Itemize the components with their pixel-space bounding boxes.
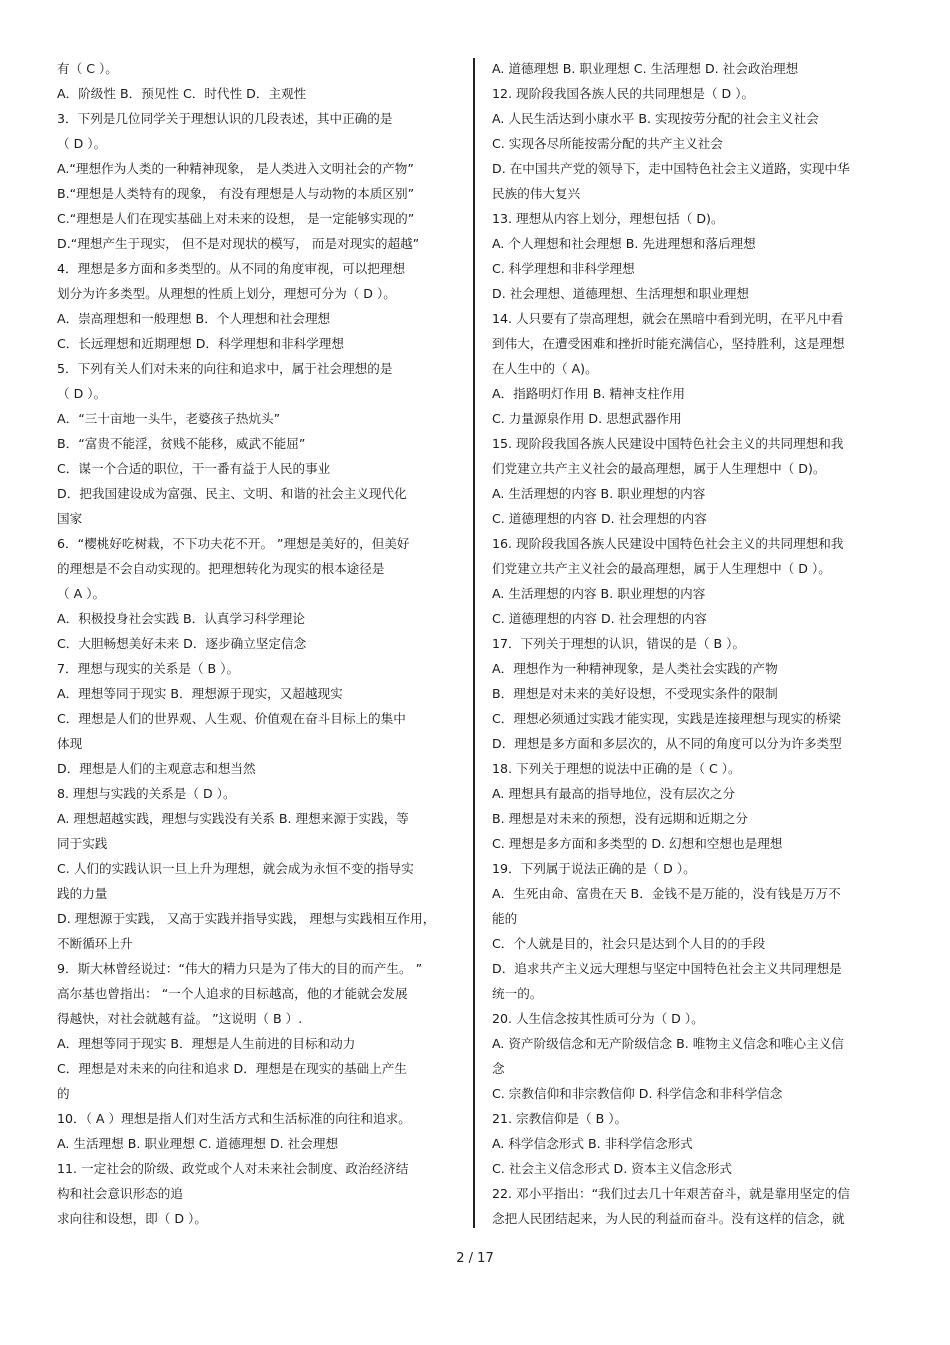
text-line: 20. 人生信念按其性质可分为（ D ）。 <box>492 1011 704 1026</box>
text-line: 在人生中的（ A)。 <box>492 361 598 376</box>
text-line: C. 道德理想的内容 D. 社会理想的内容 <box>492 611 707 626</box>
text-line: C.“理想是人们在现实基础上对未来的设想， 是一定能够实现的” <box>57 211 415 226</box>
text-line: 4．理想是多方面和多类型的。从不同的角度审视，可以把理想 <box>57 261 406 276</box>
text-line: 们党建立共产主义社会的最高理想，属于人生理想中（ D ）。 <box>492 561 831 576</box>
text-line: 13. 理想从内容上划分，理想包括（ D)。 <box>492 211 724 226</box>
text-line: C．理想必须通过实践才能实现，实践是连接理想与现实的桥梁 <box>492 711 841 726</box>
page-number: 2 / 17 <box>456 1251 494 1266</box>
text-line: A. 生活理想 B. 职业理想 C. 道德理想 D. 社会理想 <box>57 1136 339 1151</box>
text-line: 不断循环上升 <box>57 936 133 951</box>
text-line: 10．（ A ）理想是指人们对生活方式和生活标准的向往和追求。 <box>57 1111 411 1126</box>
text-line: 念把人民团结起来，为人民的利益而奋斗。没有这样的信念，就 <box>492 1211 845 1226</box>
text-line: D．追求共产主义远大理想与坚定中国特色社会主义共同理想是 <box>492 961 842 976</box>
column-divider <box>473 58 475 1228</box>
text-line: C．理想是人们的世界观、人生观、价值观在奋斗目标上的集中 <box>57 711 406 726</box>
text-line: C. 理想是多方面和多类型的 D. 幻想和空想也是理想 <box>492 836 783 851</box>
text-line: C. 力量源泉作用 D. 思想武器作用 <box>492 411 682 426</box>
text-line: 能的 <box>492 911 518 926</box>
text-line: 18. 下列关于理想的说法中正确的是（ C ）。 <box>492 761 741 776</box>
text-line: D. 理想源于实践， 又高于实践并指导实践， 理想与实践相互作用， <box>57 911 436 926</box>
text-line: A. 资产阶级信念和无产阶级信念 B. 唯物主义信念和唯心主义信 <box>492 1036 844 1051</box>
text-line: 的 <box>57 1086 70 1101</box>
text-line: 们党建立共产主义社会的最高理想，属于人生理想中（ D)。 <box>492 461 826 476</box>
text-line: 8. 理想与实践的关系是（ D ）。 <box>57 786 236 801</box>
text-line: 7．理想与现实的关系是（ B ）。 <box>57 661 240 676</box>
text-line: A. 生活理想的内容 B. 职业理想的内容 <box>492 486 706 501</box>
text-line: A．生死由命、富贵在天 B．金钱不是万能的，没有钱是万万不 <box>492 886 841 901</box>
text-line: D．理想是多方面和多层次的，从不同的角度可以分为许多类型 <box>492 736 842 751</box>
text-line: （ A ）。 <box>57 586 106 601</box>
text-line: C. 道德理想的内容 D. 社会理想的内容 <box>492 511 707 526</box>
text-line: D.“理想产生于现实， 但不是对现状的模写， 而是对现实的超越” <box>57 236 420 251</box>
text-line: A. 生活理想的内容 B. 职业理想的内容 <box>492 586 706 601</box>
text-line: 国家 <box>57 511 83 526</box>
text-line: A. 个人理想和社会理想 B. 先进理想和落后理想 <box>492 236 756 251</box>
text-line: D．理想是人们的主观意志和想当然 <box>57 761 256 776</box>
text-line: 16. 现阶段我国各族人民建设中国特色社会主义的共同理想和我 <box>492 536 844 551</box>
text-line: C．长远理想和近期理想 D．科学理想和非科学理想 <box>57 336 344 351</box>
text-line: A. 道德理想 B. 职业理想 C. 生活理想 D. 社会政治理想 <box>492 61 799 76</box>
text-line: 的理想是不会自动实现的。把理想转化为现实的根本途径是 <box>57 561 385 576</box>
text-line: C．谋一个合适的职位，干一番有益于人民的事业 <box>57 461 331 476</box>
text-line: 22. 邓小平指出：“我们过去几十年艰苦奋斗，就是靠用坚定的信 <box>492 1186 850 1201</box>
text-line: 21. 宗教信仰是（ B ）。 <box>492 1111 628 1126</box>
text-line: B．理想是对未来的美好设想，不受现实条件的限制 <box>492 686 778 701</box>
text-line: B. 理想是对未来的预想，没有远期和近期之分 <box>492 811 748 826</box>
text-line: A．“三十亩地一头牛，老婆孩子热炕头” <box>57 411 281 426</box>
text-line: 5．下列有关人们对未来的向往和追求中，属于社会理想的是 <box>57 361 393 376</box>
text-line: D．把我国建设成为富强、民主、文明、和谐的社会主义现代化 <box>57 486 407 501</box>
text-line: C. 人们的实践认识一旦上升为理想，就会成为永恒不变的指导实 <box>57 861 414 876</box>
text-line: C．大胆畅想美好未来 D．逐步确立坚定信念 <box>57 636 307 651</box>
text-line: D. 社会理想、道德理想、生活理想和职业理想 <box>492 286 749 301</box>
text-line: 高尔基也曾指出： “一个人追求的目标越高，他的才能就会发展 <box>57 986 408 1001</box>
text-line: C．个人就是目的，社会只是达到个人目的的手段 <box>492 936 766 951</box>
text-line: 统一的。 <box>492 986 543 1001</box>
text-line: A．理想等同于现实 B．理想源于现实，又超越现实 <box>57 686 343 701</box>
text-line: A．理想等同于现实 B．理想是人生前进的目标和动力 <box>57 1036 356 1051</box>
text-line: 17．下列关于理想的认识，错误的是（ B ）。 <box>492 636 746 651</box>
text-line: C. 宗教信仰和非宗教信仰 D. 科学信念和非科学信念 <box>492 1086 783 1101</box>
text-line: 民族的伟大复兴 <box>492 186 581 201</box>
text-line: 到伟大，在遭受困难和挫折时能充满信心，坚持胜利，这是理想 <box>492 336 845 351</box>
text-line: D. 在中国共产党的领导下，走中国特色社会主义道路，实现中华 <box>492 161 850 176</box>
text-line: A.“理想作为人类的一种精神现象， 是人类进入文明社会的产物” <box>57 161 414 176</box>
text-line: 念 <box>492 1061 505 1076</box>
text-line: 11. 一定社会的阶级、政党或个人对未来社会制度、政治经济结 <box>57 1161 409 1176</box>
text-line: （ D ）。 <box>57 136 107 151</box>
text-line: 有（ C ）。 <box>57 61 118 76</box>
text-line: 得越快，对社会就越有益。 ”这说明（ B ）. <box>57 1011 303 1026</box>
text-line: （ D ）。 <box>57 386 107 401</box>
text-line: C. 实现各尽所能按需分配的共产主义社会 <box>492 136 723 151</box>
text-line: 求向往和设想，即（ D ）。 <box>57 1211 207 1226</box>
text-line: A. 理想具有最高的指导地位，没有层次之分 <box>492 786 736 801</box>
right-column <box>492 56 892 1231</box>
text-line: 践的力量 <box>57 886 108 901</box>
text-line: B．“富贵不能淫，贫贱不能移，威武不能屈” <box>57 436 306 451</box>
text-line: A. 人民生活达到小康水平 B. 实现按劳分配的社会主义社会 <box>492 111 819 126</box>
text-line: 14. 人只要有了崇高理想，就会在黑暗中看到光明，在平凡中看 <box>492 311 844 326</box>
text-line: 6．“樱桃好吃树栽，不下功夫花不开。 ”理想是美好的，但美好 <box>57 536 410 551</box>
text-line: 15. 现阶段我国各族人民建设中国特色社会主义的共同理想和我 <box>492 436 844 451</box>
text-line: A. 理想超越实践，理想与实践没有关系 B. 理想来源于实践，等 <box>57 811 409 826</box>
text-line: A. 科学信念形式 B. 非科学信念形式 <box>492 1136 693 1151</box>
text-line: 3．下列是几位同学关于理想认识的几段表述，其中正确的是 <box>57 111 393 126</box>
text-line: 同于实践 <box>57 836 108 851</box>
text-line: 19．下列属于说法正确的是（ D ）。 <box>492 861 696 876</box>
text-line: 12. 现阶段我国各族人民的共同理想是（ D ）。 <box>492 86 755 101</box>
left-column <box>57 56 460 1231</box>
text-line: A．指路明灯作用 B. 精神支柱作用 <box>492 386 685 401</box>
text-line: C．理想是对未来的向往和追求 D．理想是在现实的基础上产生 <box>57 1061 407 1076</box>
text-line: C. 社会主义信念形式 D. 资本主义信念形式 <box>492 1161 733 1176</box>
text-line: 划分为许多类型。从理想的性质上划分，理想可分为（ D ）。 <box>57 286 396 301</box>
text-line: A．积极投身社会实践 B．认真学习科学理论 <box>57 611 305 626</box>
text-line: A．阶级性 B．预见性 C．时代性 D．主观性 <box>57 86 307 101</box>
text-line: A．崇高理想和一般理想 B．个人理想和社会理想 <box>57 311 331 326</box>
text-line: 构和社会意识形态的追 <box>57 1186 183 1201</box>
text-line: B.“理想是人类特有的现象， 有没有理想是人与动物的本质区别” <box>57 186 415 201</box>
text-line: A．理想作为一种精神现象，是人类社会实践的产物 <box>492 661 778 676</box>
text-line: 体现 <box>57 736 83 751</box>
text-line: C. 科学理想和非科学理想 <box>492 261 635 276</box>
text-line: 9．斯大林曾经说过：“伟大的精力只是为了伟大的目的而产生。 ” <box>57 961 423 976</box>
